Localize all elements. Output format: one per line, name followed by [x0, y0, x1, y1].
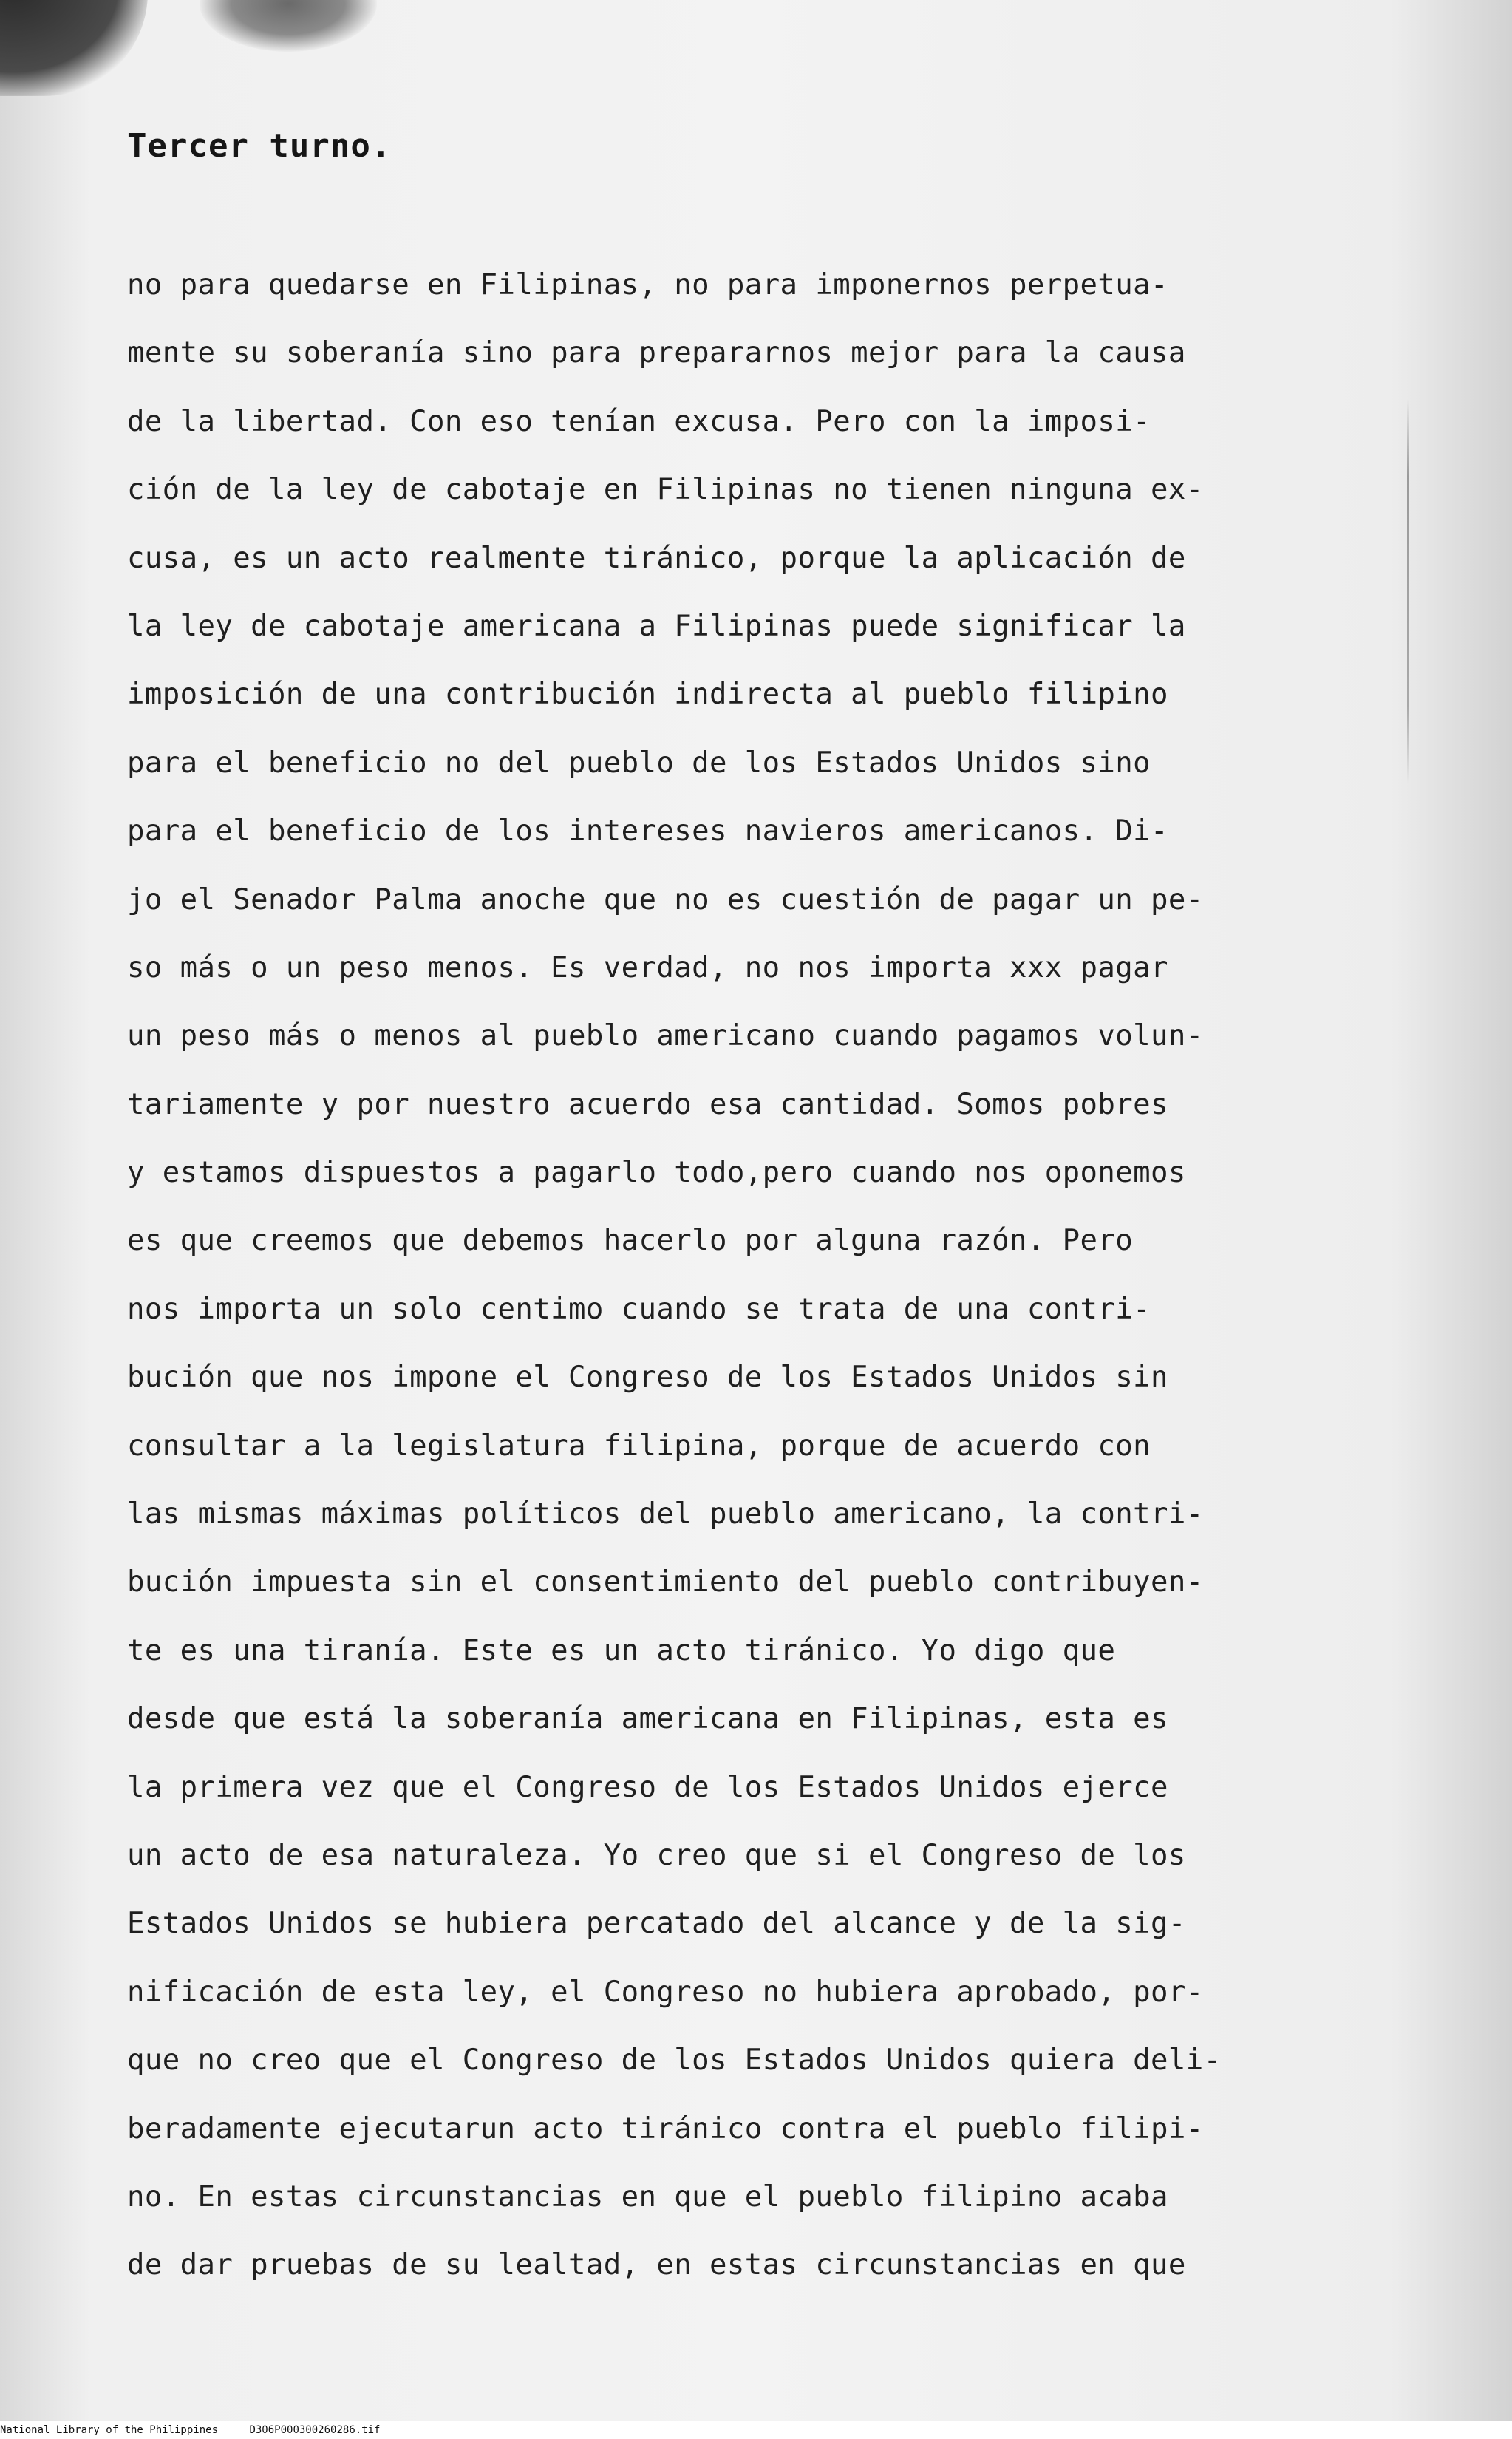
- text-line: las mismas máximas políticos del pueblo americano, la contri-: [127, 1497, 1204, 1531]
- text-line: la ley de cabotaje americana a Filipinas puede significar la: [127, 609, 1186, 643]
- binding-hole-shadow: [200, 0, 377, 52]
- text-line: no para quedarse en Filipinas, no para imponernos perpetua-: [127, 268, 1168, 302]
- text-line: que no creo que el Congreso de los Estados Unidos quiera deli-: [127, 2044, 1222, 2078]
- text-line: y estamos dispuestos a pagarlo todo,pero cuando nos oponemos: [127, 1156, 1186, 1190]
- text-line: nos importa un solo centimo cuando se trata de una contri-: [127, 1292, 1151, 1326]
- text-line: la primera vez que el Congreso de los Estados Unidos ejerce: [127, 1770, 1168, 1804]
- scan-footer: [0, 2421, 1512, 2439]
- library-credit: National Library of the Philippines: [0, 2424, 219, 2436]
- text-line: es que creemos que debemos hacerlo por alguna razón. Pero: [127, 1224, 1134, 1258]
- text-line: cusa, es un acto realmente tiránico, porque la aplicación de: [127, 541, 1186, 575]
- torn-corner-shadow: [0, 0, 148, 96]
- text-line: de dar pruebas de su lealtad, en estas circunstancias en que: [127, 2248, 1186, 2282]
- text-line: bución que nos impone el Congreso de los Estados Unidos sin: [127, 1361, 1168, 1395]
- text-line: te es una tiranía. Este es un acto tiránico. Yo digo que: [127, 1633, 1116, 1667]
- typed-body-text: [127, 251, 1413, 2300]
- text-line: consultar a la legislatura filipina, porque de acuerdo con: [127, 1429, 1151, 1463]
- text-line: tariamente y por nuestro acuerdo esa cantidad. Somos pobres: [127, 1087, 1168, 1121]
- file-identifier: D306P000300260286.tif: [249, 2424, 381, 2436]
- text-line: Estados Unidos se hubiera percatado del alcance y de la sig-: [127, 1907, 1186, 1941]
- text-line: nificación de esta ley, el Congreso no hubiera aprobado, por-: [127, 1975, 1204, 2009]
- text-line: desde que está la soberanía americana en Filipinas, esta es: [127, 1702, 1168, 1736]
- text-line: so más o un peso menos. Es verdad, no nos importa xxx pagar: [127, 950, 1168, 984]
- text-line: para el beneficio no del pueblo de los Estados Unidos sino: [127, 746, 1151, 780]
- text-line: mente su soberanía sino para prepararnos mejor para la causa: [127, 336, 1186, 370]
- text-line: bución impuesta sin el consentimiento del pueblo contribuyen-: [127, 1565, 1204, 1599]
- text-line: para el beneficio de los intereses navieros americanos. Di-: [127, 814, 1168, 848]
- text-line: ción de la ley de cabotaje en Filipinas no tienen ninguna ex-: [127, 473, 1204, 507]
- text-line: jo el Senador Palma anoche que no es cuestión de pagar un pe-: [127, 882, 1204, 916]
- text-line: de la libertad. Con eso tenían excusa. Pero con la imposi-: [127, 404, 1151, 438]
- text-line: no. En estas circunstancias en que el pueblo filipino acaba: [127, 2180, 1168, 2214]
- text-line: imposición de una contribución indirecta al pueblo filipino: [127, 678, 1168, 712]
- page-heading: Tercer turno.: [127, 127, 392, 165]
- text-line: un peso más o menos al pueblo americano cuando pagamos volun-: [127, 1019, 1204, 1053]
- text-line: un acto de esa naturaleza. Yo creo que si el Congreso de los: [127, 1838, 1186, 1872]
- text-line: beradamente ejecutarun acto tiránico contra el pueblo filipi-: [127, 2112, 1204, 2146]
